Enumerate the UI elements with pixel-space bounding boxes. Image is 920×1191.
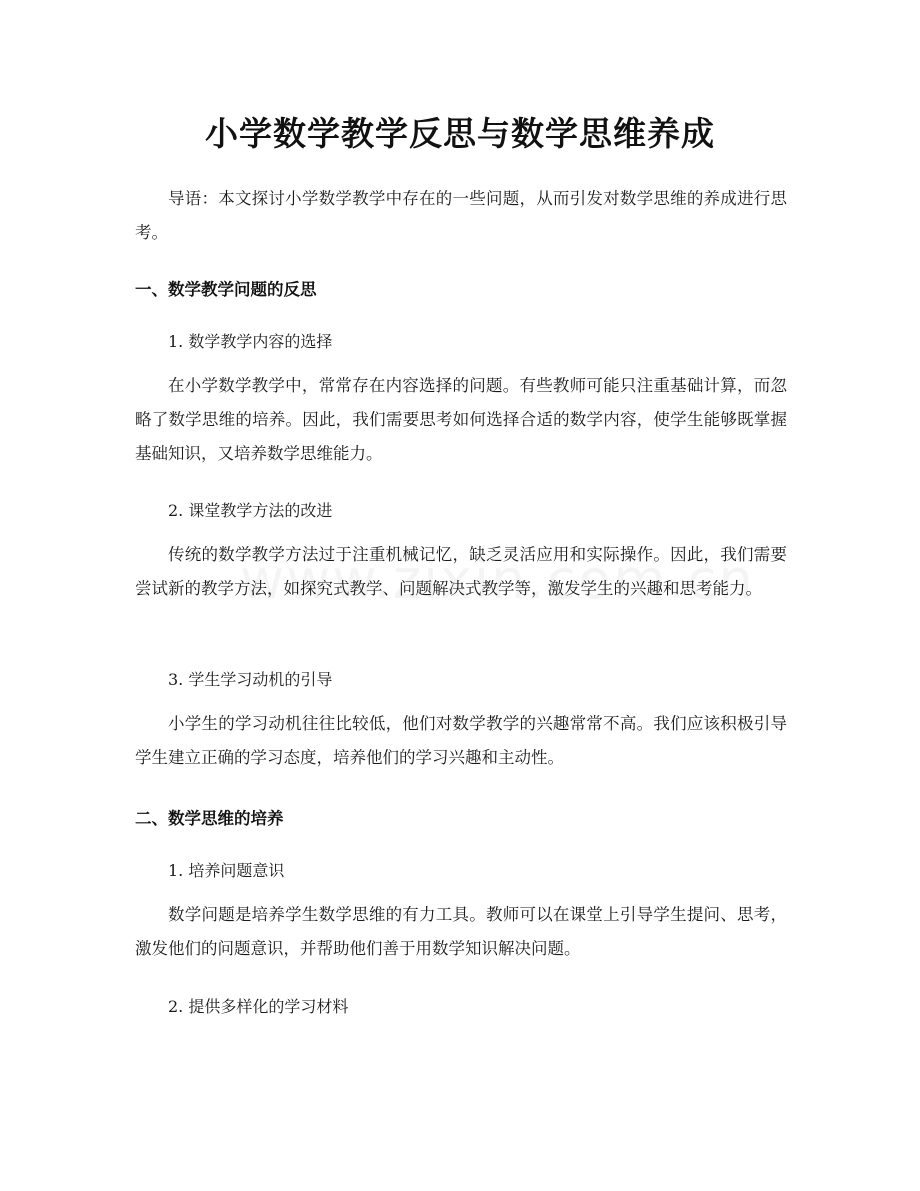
- section-heading-1: 一、数学教学问题的反思: [135, 280, 317, 299]
- subheading-2-1: 1. 培养问题意识: [168, 861, 285, 880]
- paragraph-1-2: 传统的数学教学方法过于注重机械记忆，缺乏灵活应用和实际操作。因此，我们需要尝试新的教学方法，如探究式教学、问题解决式教学等，激发学生的兴趣和思考能力。: [135, 545, 787, 598]
- subheading-2-2: 2. 提供多样化的学习材料: [168, 997, 349, 1016]
- paragraph-1-3: 小学生的学习动机往往比较低，他们对数学教学的兴趣常常不高。我们应该积极引导学生建立正确的学习态度，培养他们的学习兴趣和主动性。: [135, 714, 787, 767]
- section-heading-2: 二、数学思维的培养: [135, 809, 284, 828]
- subheading-1-3: 3. 学生学习动机的引导: [168, 670, 333, 689]
- subheading-1-2: 2. 课堂教学方法的改进: [168, 501, 333, 520]
- paragraph-2-1: 数学问题是培养学生数学思维的有力工具。教师可以在课堂上引导学生提问、思考，激发他们的问题意识，并帮助他们善于用数学知识解决问题。: [135, 905, 787, 958]
- subheading-1-1: 1. 数学教学内容的选择: [168, 332, 333, 351]
- intro-paragraph: 导语：本文探讨小学数学教学中存在的一些问题，从而引发对数学思维的养成进行思考。: [135, 189, 787, 242]
- document-title: 小学数学教学反思与数学思维养成: [205, 114, 715, 153]
- paragraph-1-1: 在小学数学教学中，常常存在内容选择的问题。有些教师可能只注重基础计算，而忽略了数学思维的培养。因此，我们需要思考如何选择合适的数学内容，使学生能够既掌握基础知识，又培养数学思维能力。: [135, 376, 787, 463]
